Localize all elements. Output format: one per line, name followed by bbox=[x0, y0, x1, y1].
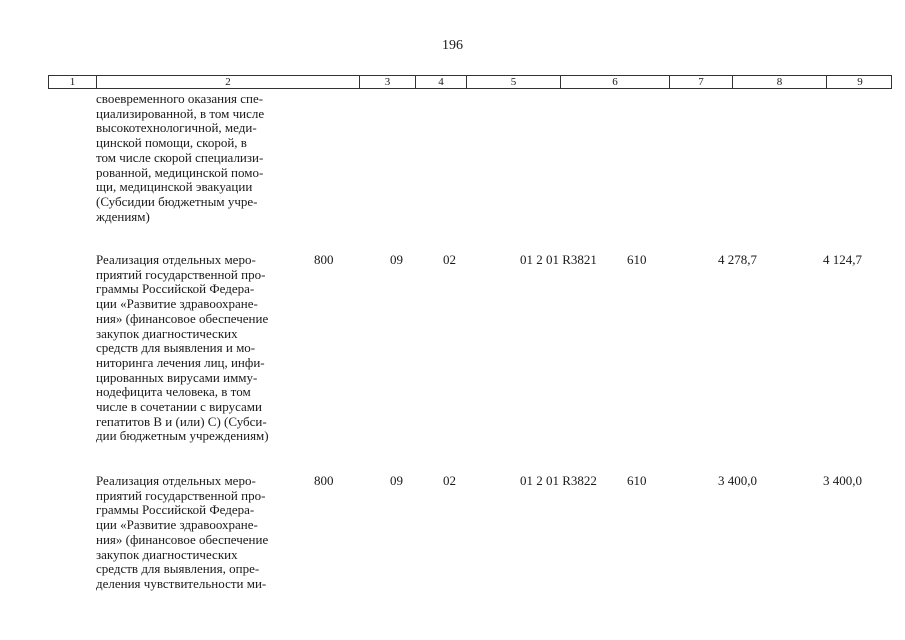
row-1-description bbox=[96, 253, 311, 444]
description-line: ния» (финансовое обеспечение bbox=[96, 531, 269, 547]
row-1-col-7: 610 bbox=[627, 252, 647, 267]
row-1-col-5: 02 bbox=[443, 252, 456, 267]
row-1-col-8: 4 278,7 bbox=[718, 252, 757, 267]
column-header-3: 3 bbox=[360, 76, 416, 88]
description-line: Реализация отдельных меро- bbox=[96, 473, 256, 488]
row-2-col-5: 02 bbox=[443, 473, 456, 488]
row-2-col-9: 3 400,0 bbox=[823, 473, 862, 488]
description-line: ции «Развитие здравоохране- bbox=[96, 517, 258, 533]
column-header-2: 2 bbox=[97, 76, 360, 88]
row-2-col-6: 01 2 01 R3822 bbox=[520, 473, 597, 488]
column-header-8: 8 bbox=[733, 76, 827, 88]
description-line: ния» (финансовое обеспечение bbox=[96, 310, 269, 326]
description-line: своевременного оказания спе- bbox=[96, 91, 264, 106]
description-line: приятий государственной про- bbox=[96, 487, 266, 503]
row-1-col-9: 4 124,7 bbox=[823, 252, 862, 267]
description-line: ждениям) bbox=[96, 208, 150, 224]
column-header-9: 9 bbox=[857, 76, 863, 88]
description-line: щи, медицинской эвакуации bbox=[96, 179, 253, 195]
page-number: 196 bbox=[442, 38, 463, 53]
row-2-description bbox=[96, 474, 311, 592]
row-2-col-3: 800 bbox=[314, 473, 334, 488]
column-header-6: 6 bbox=[561, 76, 670, 88]
description-line: цированных вирусами имму- bbox=[96, 369, 258, 385]
description-line: рованной, медицинской помо- bbox=[96, 164, 264, 180]
row-2-col-4: 09 bbox=[390, 473, 403, 488]
description-line: средств для выявления, опре- bbox=[96, 561, 260, 577]
column-header-5: 5 bbox=[467, 76, 561, 88]
description-line: деления чувствительности ми- bbox=[96, 575, 267, 591]
description-line: ниторинга лечения лиц, инфи- bbox=[96, 354, 265, 370]
description-line: числе в сочетании с вирусами bbox=[96, 399, 262, 415]
description-line: дии бюджетным учреждениям) bbox=[96, 428, 269, 444]
description-line: Реализация отдельных меро- bbox=[96, 252, 256, 267]
description-line: том числе скорой специализи- bbox=[96, 149, 264, 165]
description-line: цинской помощи, скорой, в bbox=[96, 135, 247, 151]
description-line: закупок диагностических bbox=[96, 546, 238, 562]
description-line: приятий государственной про- bbox=[96, 266, 266, 282]
description-line: (Субсидии бюджетным учре- bbox=[96, 193, 258, 209]
description-line: ции «Развитие здравоохране- bbox=[96, 296, 258, 312]
description-line: граммы Российской Федера- bbox=[96, 502, 255, 518]
row-1-col-4: 09 bbox=[390, 252, 403, 267]
column-header-row bbox=[48, 75, 892, 89]
description-line: закупок диагностических bbox=[96, 325, 238, 341]
column-header-4: 4 bbox=[416, 76, 467, 88]
description-line: нодефицита человека, в том bbox=[96, 384, 251, 400]
description-line: гепатитов В и (или) С) (Субси- bbox=[96, 413, 267, 429]
row-1-col-6: 01 2 01 R3821 bbox=[520, 252, 597, 267]
row-1-col-3: 800 bbox=[314, 252, 334, 267]
column-header-1: 1 bbox=[49, 76, 97, 88]
row-2-col-8: 3 400,0 bbox=[718, 473, 757, 488]
row-2-col-7: 610 bbox=[627, 473, 647, 488]
description-line: высокотехнологичной, меди- bbox=[96, 120, 257, 136]
description-line: средств для выявления и мо- bbox=[96, 340, 256, 356]
column-header-7: 7 bbox=[670, 76, 733, 88]
row-0-description bbox=[96, 92, 311, 224]
description-line: циализированной, в том числе bbox=[96, 105, 265, 121]
description-line: граммы Российской Федера- bbox=[96, 281, 255, 297]
